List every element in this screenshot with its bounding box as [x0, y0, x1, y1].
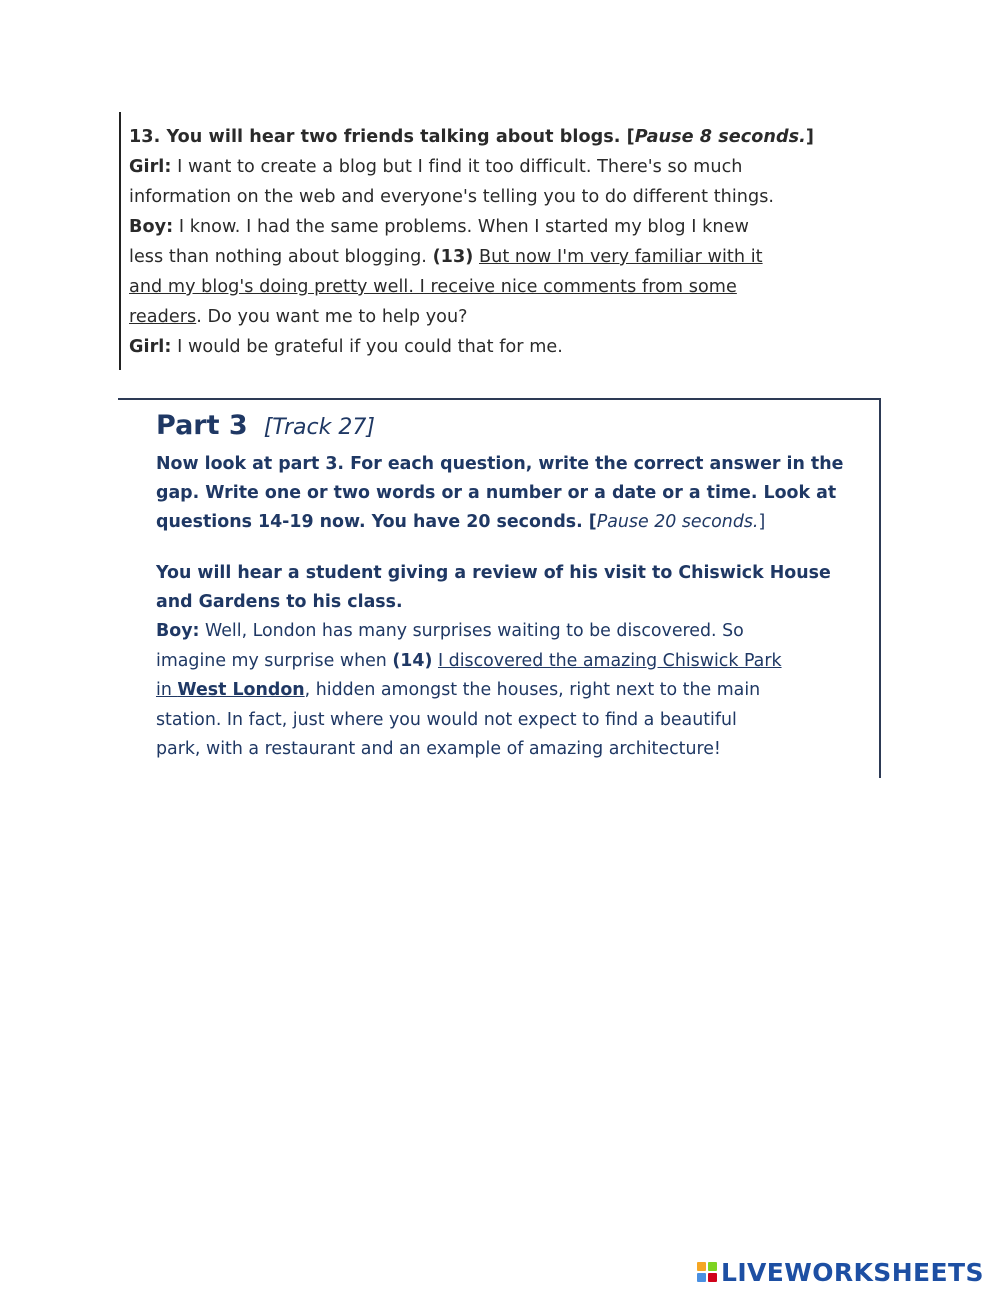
logo-square — [708, 1273, 717, 1282]
speaker-label: Girl: — [129, 157, 172, 177]
dialogue-text: . Do you want me to help you? — [196, 307, 468, 327]
answer-underline: readers — [129, 307, 197, 327]
heading-lead: 13. You will hear two friends talking about blogs. [ — [129, 127, 635, 147]
story-line — [156, 676, 881, 706]
section-13-text — [129, 122, 871, 362]
dialogue-line — [129, 212, 871, 242]
intro-line: and Gardens to his class. — [156, 592, 403, 612]
part-3-content — [156, 406, 881, 765]
instruction-pause: Pause 20 seconds. — [596, 512, 759, 532]
dialogue-text: I would be grateful if you could that for me. — [171, 337, 563, 357]
story — [156, 617, 881, 765]
intro-line: You will hear a student giving a review of his visit to Chiswick House — [156, 563, 831, 583]
instruction-end: ] — [758, 512, 766, 532]
part-title-text: Part 3 — [156, 410, 248, 441]
instructions — [156, 450, 881, 537]
dialogue-line — [129, 272, 871, 302]
dialogue-text: I want to create a blog but I find it too difficult. There's so much — [171, 157, 743, 177]
story-line: station. In fact, just where you would not expect to find a beautiful — [156, 709, 737, 730]
answer-underline: in — [156, 680, 178, 700]
liveworksheets-logo — [697, 1255, 984, 1289]
part-title — [156, 406, 881, 448]
heading-end: ] — [805, 127, 814, 147]
story-line — [156, 617, 881, 647]
section-13-transcript — [119, 112, 869, 370]
story-text: Well, London has many surprises waiting to be discovered. So — [199, 621, 744, 641]
logo-square — [708, 1262, 717, 1271]
story-line: park, with a restaurant and an example of amazing architecture! — [156, 739, 721, 759]
logo-square — [697, 1262, 706, 1271]
instruction-line: Now look at part 3. For each question, write the correct answer in the — [156, 454, 844, 474]
logo-text: LIVEWORKSHEETS — [721, 1257, 984, 1287]
dialogue-text: less than nothing about blogging. — [129, 247, 433, 267]
track-label: [Track 27] — [263, 415, 375, 440]
dialogue-line — [129, 242, 871, 272]
question-marker: (13) — [432, 247, 474, 267]
question-marker: (14) — [392, 650, 433, 671]
logo-square — [697, 1273, 706, 1282]
answer-underline: I discovered the amazing Chiswick Park — [438, 650, 782, 671]
logo-grid-icon — [697, 1262, 717, 1282]
story-text: imagine my surprise when — [156, 650, 393, 671]
dialogue-line — [129, 302, 871, 332]
instruction-text: questions 14-19 now. You have 20 seconds. [ — [156, 512, 597, 532]
instruction-line: gap. Write one or two words or a number or a date or a time. Look at — [156, 483, 837, 503]
answer-underline-bold: West London — [177, 680, 305, 700]
section-13-heading — [129, 122, 871, 152]
dialogue-text: I know. I had the same problems. When I started my blog I knew — [173, 217, 749, 237]
part-3-transcript — [118, 398, 881, 778]
speaker-label: Boy: — [129, 217, 174, 237]
intro — [156, 559, 881, 617]
answer-underline: But now I'm very familiar with it — [479, 247, 763, 267]
speaker-label: Girl: — [129, 337, 172, 357]
instruction-line — [156, 508, 881, 537]
dialogue-line — [129, 332, 871, 362]
speaker-label: Boy: — [156, 621, 200, 641]
dialogue-line: information on the web and everyone's telling you to do different things. — [129, 187, 775, 207]
dialogue-line — [129, 152, 871, 182]
story-line — [156, 647, 881, 677]
answer-underline: and my blog's doing pretty well. I receive nice comments from some — [129, 277, 737, 297]
story-text: , hidden amongst the houses, right next to the main — [304, 680, 761, 700]
heading-pause: Pause 8 seconds. — [634, 127, 806, 147]
